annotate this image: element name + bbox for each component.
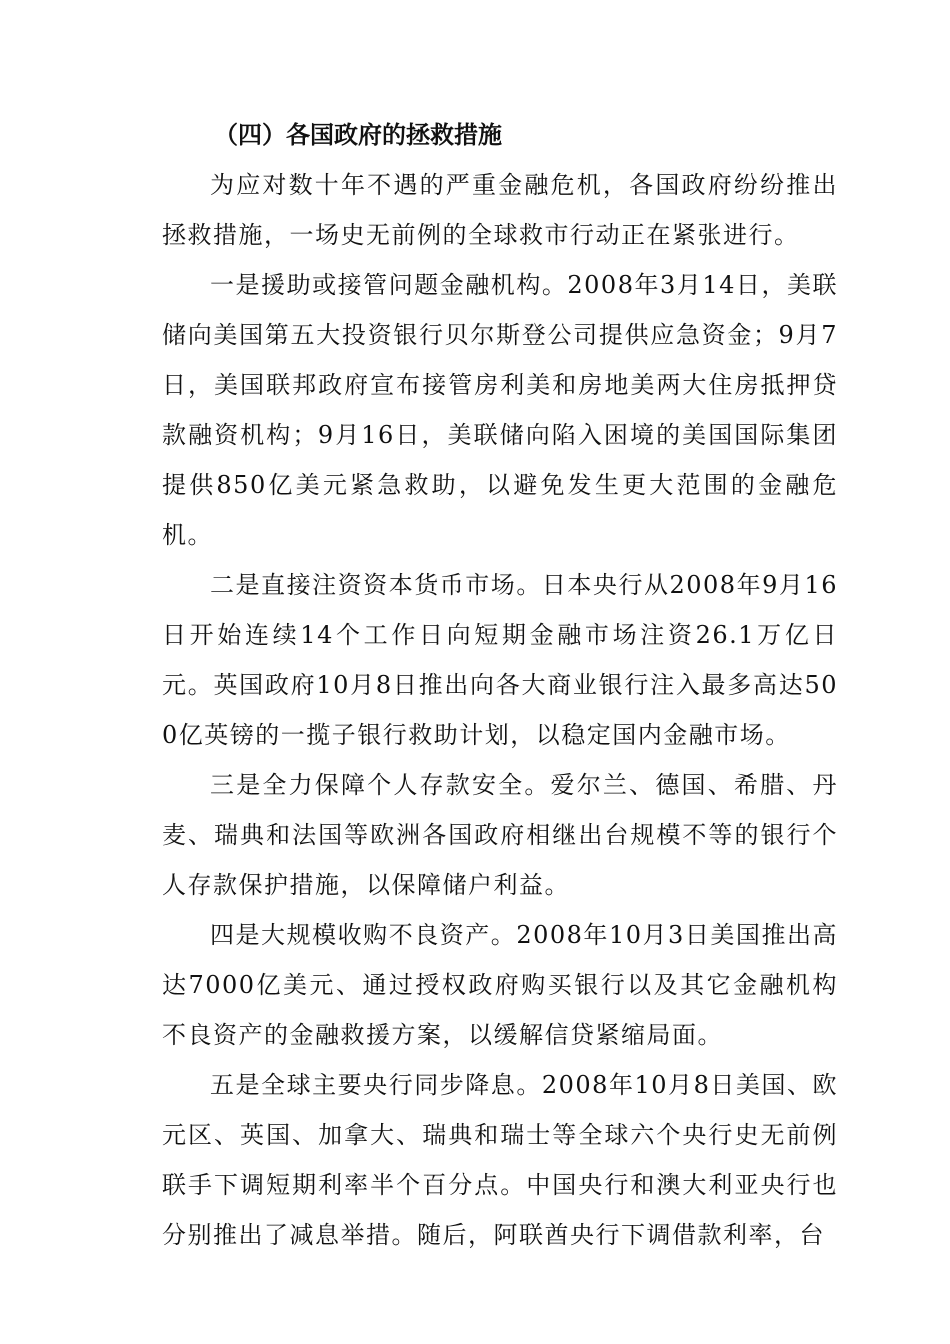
paragraph-measure-2: 二是直接注资资本货币市场。日本央行从2008年9月16日开始连续14个工作日向短期金融市场注资26.1万亿日元。英国政府10月8日推出向各大商业银行注入最多高达500亿英镑的一揽子银行救助计划，以稳定国内金融市场。 <box>162 571 838 749</box>
paragraph-measure-5: 五是全球主要央行同步降息。2008年10月8日美国、欧元区、英国、加拿大、瑞典和瑞士等全球六个央行史无前例联手下调短期利率半个百分点。中国央行和澳大利亚央行也分别推出了减息举措。随后，阿联酋央行下调借款利率，台 <box>162 1071 838 1249</box>
document-body <box>162 110 838 1260</box>
paragraph-intro: 为应对数十年不遇的严重金融危机，各国政府纷纷推出拯救措施，一场史无前例的全球救市行动正在紧张进行。 <box>162 171 838 249</box>
section-heading: （四）各国政府的拯救措施 <box>214 121 502 149</box>
paragraph-measure-3: 三是全力保障个人存款安全。爱尔兰、德国、希腊、丹麦、瑞典和法国等欧洲各国政府相继出台规模不等的银行个人存款保护措施，以保障储户利益。 <box>162 771 838 899</box>
paragraph-measure-1: 一是援助或接管问题金融机构。2008年3月14日，美联储向美国第五大投资银行贝尔斯登公司提供应急资金；9月7日，美国联邦政府宣布接管房利美和房地美两大住房抵押贷款融资机构；9月16日，美联储向陷入困境的美国国际集团提供850亿美元紧急救助，以避免发生更大范围的金融危机。 <box>162 271 838 549</box>
paragraph-measure-4: 四是大规模收购不良资产。2008年10月3日美国推出高达7000亿美元、通过授权政府购买银行以及其它金融机构不良资产的金融救援方案，以缓解信贷紧缩局面。 <box>162 921 838 1049</box>
